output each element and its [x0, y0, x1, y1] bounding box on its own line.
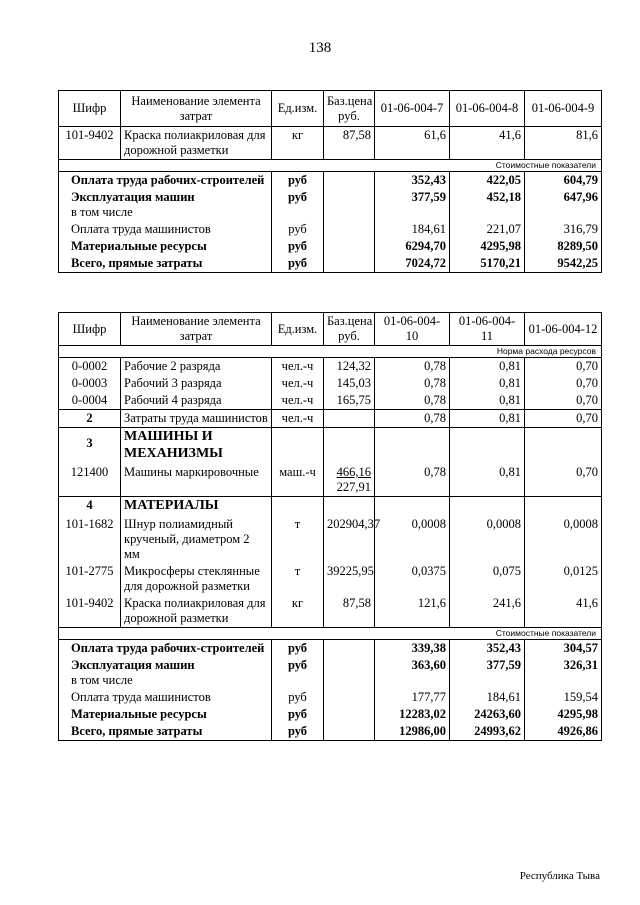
- code-cell: 101-1682: [59, 516, 121, 563]
- total-label: Материальные ресурсы: [59, 706, 272, 723]
- name-cell: Затраты труда машинистов: [121, 410, 272, 428]
- page-number: 138: [308, 40, 332, 56]
- total-label: Всего, прямые затраты: [59, 255, 272, 273]
- column-header: 01-06-004-8: [450, 91, 525, 127]
- table-row: [59, 410, 602, 428]
- code-cell: 0-0004: [59, 392, 121, 410]
- unit-cell: руб: [272, 189, 324, 221]
- value-cell: 5170,21: [450, 255, 525, 273]
- column-header: 01-06-004-7: [375, 91, 450, 127]
- code-cell: 121400: [59, 464, 121, 497]
- unit-cell: руб: [272, 255, 324, 273]
- value-cell: 241,6: [450, 595, 525, 628]
- table-row: [59, 516, 602, 563]
- value-cell: 7024,72: [375, 255, 450, 273]
- value-cell: 304,57: [525, 640, 602, 658]
- name-cell: Шнур полиамидный крученый, диаметром 2 мм: [121, 516, 272, 563]
- price-cell: 165,75: [324, 392, 375, 410]
- unit-cell: руб: [272, 172, 324, 190]
- value-cell: 6294,70: [375, 238, 450, 255]
- column-header: 01-06-004-11: [450, 313, 525, 346]
- value-cell: 184,61: [375, 221, 450, 238]
- value-cell: 0,70: [525, 358, 602, 376]
- column-header: Баз.цена руб.: [324, 91, 375, 127]
- value-cell: 0,81: [450, 392, 525, 410]
- value-cell: 177,77: [375, 689, 450, 706]
- section-number: 4: [59, 497, 121, 516]
- total-row: [59, 172, 602, 190]
- total-label: Оплата труда рабочих-строителей: [59, 172, 272, 190]
- column-header: Наименование элемента затрат: [121, 91, 272, 127]
- unit-cell: чел.-ч: [272, 375, 324, 392]
- total-row: [59, 706, 602, 723]
- total-label: Эксплуатация машин в том числе: [59, 657, 272, 689]
- value-cell: 0,81: [450, 410, 525, 428]
- section-number: 3: [59, 428, 121, 464]
- code-cell: 101-9402: [59, 595, 121, 628]
- value-cell: 4295,98: [525, 706, 602, 723]
- value-cell: 41,6: [450, 127, 525, 160]
- unit-cell: руб: [272, 221, 324, 238]
- code-cell: 101-2775: [59, 563, 121, 595]
- price-cell: 39225,95: [324, 563, 375, 595]
- table-row: [59, 358, 602, 376]
- unit-cell: кг: [272, 127, 324, 160]
- column-header: Наименование элемента затрат: [121, 313, 272, 346]
- total-label: Материальные ресурсы: [59, 238, 272, 255]
- code-cell: 101-9402: [59, 127, 121, 160]
- value-cell: 352,43: [450, 640, 525, 658]
- unit-cell: т: [272, 516, 324, 563]
- value-cell: 377,59: [450, 657, 525, 689]
- price-cell: 466,16 227,91: [324, 464, 375, 497]
- unit-cell: т: [272, 563, 324, 595]
- column-header: 01-06-004-9: [525, 91, 602, 127]
- value-cell: 8289,50: [525, 238, 602, 255]
- name-cell: Рабочие 2 разряда: [121, 358, 272, 376]
- value-cell: 452,18: [450, 189, 525, 221]
- value-cell: 0,78: [375, 392, 450, 410]
- section-row: [59, 428, 602, 464]
- column-header: Ед.изм.: [272, 313, 324, 346]
- section-row: [59, 497, 602, 516]
- table-header-row: [59, 313, 602, 346]
- total-row: [59, 189, 602, 221]
- total-row: [59, 689, 602, 706]
- value-cell: 647,96: [525, 189, 602, 221]
- value-cell: 0,81: [450, 464, 525, 497]
- price-cell: 124,32: [324, 358, 375, 376]
- subheader-row: [59, 346, 602, 358]
- name-cell: Рабочий 3 разряда: [121, 375, 272, 392]
- value-cell: 61,6: [375, 127, 450, 160]
- value-cell: 326,31: [525, 657, 602, 689]
- total-label: Эксплуатация машин в том числе: [59, 189, 272, 221]
- total-label: Оплата труда машинистов: [59, 689, 272, 706]
- value-cell: 24993,62: [450, 723, 525, 741]
- column-header: Шифр: [59, 313, 121, 346]
- value-cell: 0,81: [450, 375, 525, 392]
- unit-cell: руб: [272, 238, 324, 255]
- price-cell: 202904,37: [324, 516, 375, 563]
- value-cell: 0,0008: [450, 516, 525, 563]
- total-row: [59, 238, 602, 255]
- name-cell: Рабочий 4 разряда: [121, 392, 272, 410]
- unit-cell: руб: [272, 657, 324, 689]
- section-title: МАТЕРИАЛЫ: [121, 497, 272, 516]
- table-row: [59, 375, 602, 392]
- total-row: [59, 221, 602, 238]
- value-cell: 184,61: [450, 689, 525, 706]
- value-cell: 12986,00: [375, 723, 450, 741]
- code-cell: 0-0003: [59, 375, 121, 392]
- value-cell: 121,6: [375, 595, 450, 628]
- value-cell: 12283,02: [375, 706, 450, 723]
- value-cell: 316,79: [525, 221, 602, 238]
- table-header-row: [59, 91, 602, 127]
- value-cell: 363,60: [375, 657, 450, 689]
- column-header: Баз.цена руб.: [324, 313, 375, 346]
- total-label: Оплата труда рабочих-строителей: [59, 640, 272, 658]
- subheader: Стоимостные показатели: [59, 627, 602, 639]
- table-row: [59, 127, 602, 160]
- value-cell: 0,0008: [375, 516, 450, 563]
- table-row: [59, 392, 602, 410]
- value-cell: 24263,60: [450, 706, 525, 723]
- value-cell: 352,43: [375, 172, 450, 190]
- table-row: [59, 563, 602, 595]
- value-cell: 0,075: [450, 563, 525, 595]
- table-row: [59, 595, 602, 628]
- value-cell: 221,07: [450, 221, 525, 238]
- value-cell: 0,78: [375, 375, 450, 392]
- value-cell: 422,05: [450, 172, 525, 190]
- total-row: [59, 723, 602, 741]
- unit-cell: руб: [272, 723, 324, 741]
- table-row: [59, 464, 602, 497]
- section-title: МАШИНЫ И МЕХАНИЗМЫ: [121, 428, 272, 464]
- value-cell: 0,70: [525, 392, 602, 410]
- unit-cell: маш.-ч: [272, 464, 324, 497]
- value-cell: 0,78: [375, 358, 450, 376]
- column-header: 01-06-004-10: [375, 313, 450, 346]
- subheader-row: [59, 160, 602, 172]
- price-cell: 145,03: [324, 375, 375, 392]
- value-cell: 4926,86: [525, 723, 602, 741]
- value-cell: 377,59: [375, 189, 450, 221]
- total-label: Оплата труда машинистов: [59, 221, 272, 238]
- unit-cell: чел.-ч: [272, 410, 324, 428]
- value-cell: 0,70: [525, 464, 602, 497]
- value-cell: 81,6: [525, 127, 602, 160]
- subheader: Стоимостные показатели: [59, 160, 602, 172]
- value-cell: 159,54: [525, 689, 602, 706]
- column-header: Ед.изм.: [272, 91, 324, 127]
- name-cell: Краска полиакриловая для дорожной разметки: [121, 595, 272, 628]
- name-cell: Микросферы стеклянные для дорожной разметки: [121, 563, 272, 595]
- unit-cell: чел.-ч: [272, 392, 324, 410]
- name-cell: Машины маркировочные: [121, 464, 272, 497]
- code-cell: 0-0002: [59, 358, 121, 376]
- value-cell: 41,6: [525, 595, 602, 628]
- total-row: [59, 640, 602, 658]
- value-cell: 0,70: [525, 375, 602, 392]
- value-cell: 0,70: [525, 410, 602, 428]
- subheader: Норма расхода ресурсов: [59, 346, 602, 358]
- column-header: 01-06-004-12: [525, 313, 602, 346]
- value-cell: 4295,98: [450, 238, 525, 255]
- unit-cell: кг: [272, 595, 324, 628]
- cost-table-1: [58, 90, 602, 273]
- unit-cell: чел.-ч: [272, 358, 324, 376]
- value-cell: 0,81: [450, 358, 525, 376]
- value-cell: 604,79: [525, 172, 602, 190]
- unit-cell: руб: [272, 706, 324, 723]
- price-cell: 87,58: [324, 127, 375, 160]
- code-cell: 2: [59, 410, 121, 428]
- column-header: Шифр: [59, 91, 121, 127]
- unit-cell: руб: [272, 689, 324, 706]
- footer-region: Республика Тыва: [519, 870, 600, 882]
- value-cell: 9542,25: [525, 255, 602, 273]
- value-cell: 0,0008: [525, 516, 602, 563]
- value-cell: 339,38: [375, 640, 450, 658]
- value-cell: 0,78: [375, 410, 450, 428]
- subheader-row: [59, 627, 602, 639]
- value-cell: 0,0375: [375, 563, 450, 595]
- total-label: Всего, прямые затраты: [59, 723, 272, 741]
- total-row: [59, 657, 602, 689]
- cost-table-2: [58, 312, 602, 741]
- value-cell: 0,78: [375, 464, 450, 497]
- price-cell: 87,58: [324, 595, 375, 628]
- value-cell: 0,0125: [525, 563, 602, 595]
- total-row: [59, 255, 602, 273]
- name-cell: Краска полиакриловая для дорожной разметки: [121, 127, 272, 160]
- unit-cell: руб: [272, 640, 324, 658]
